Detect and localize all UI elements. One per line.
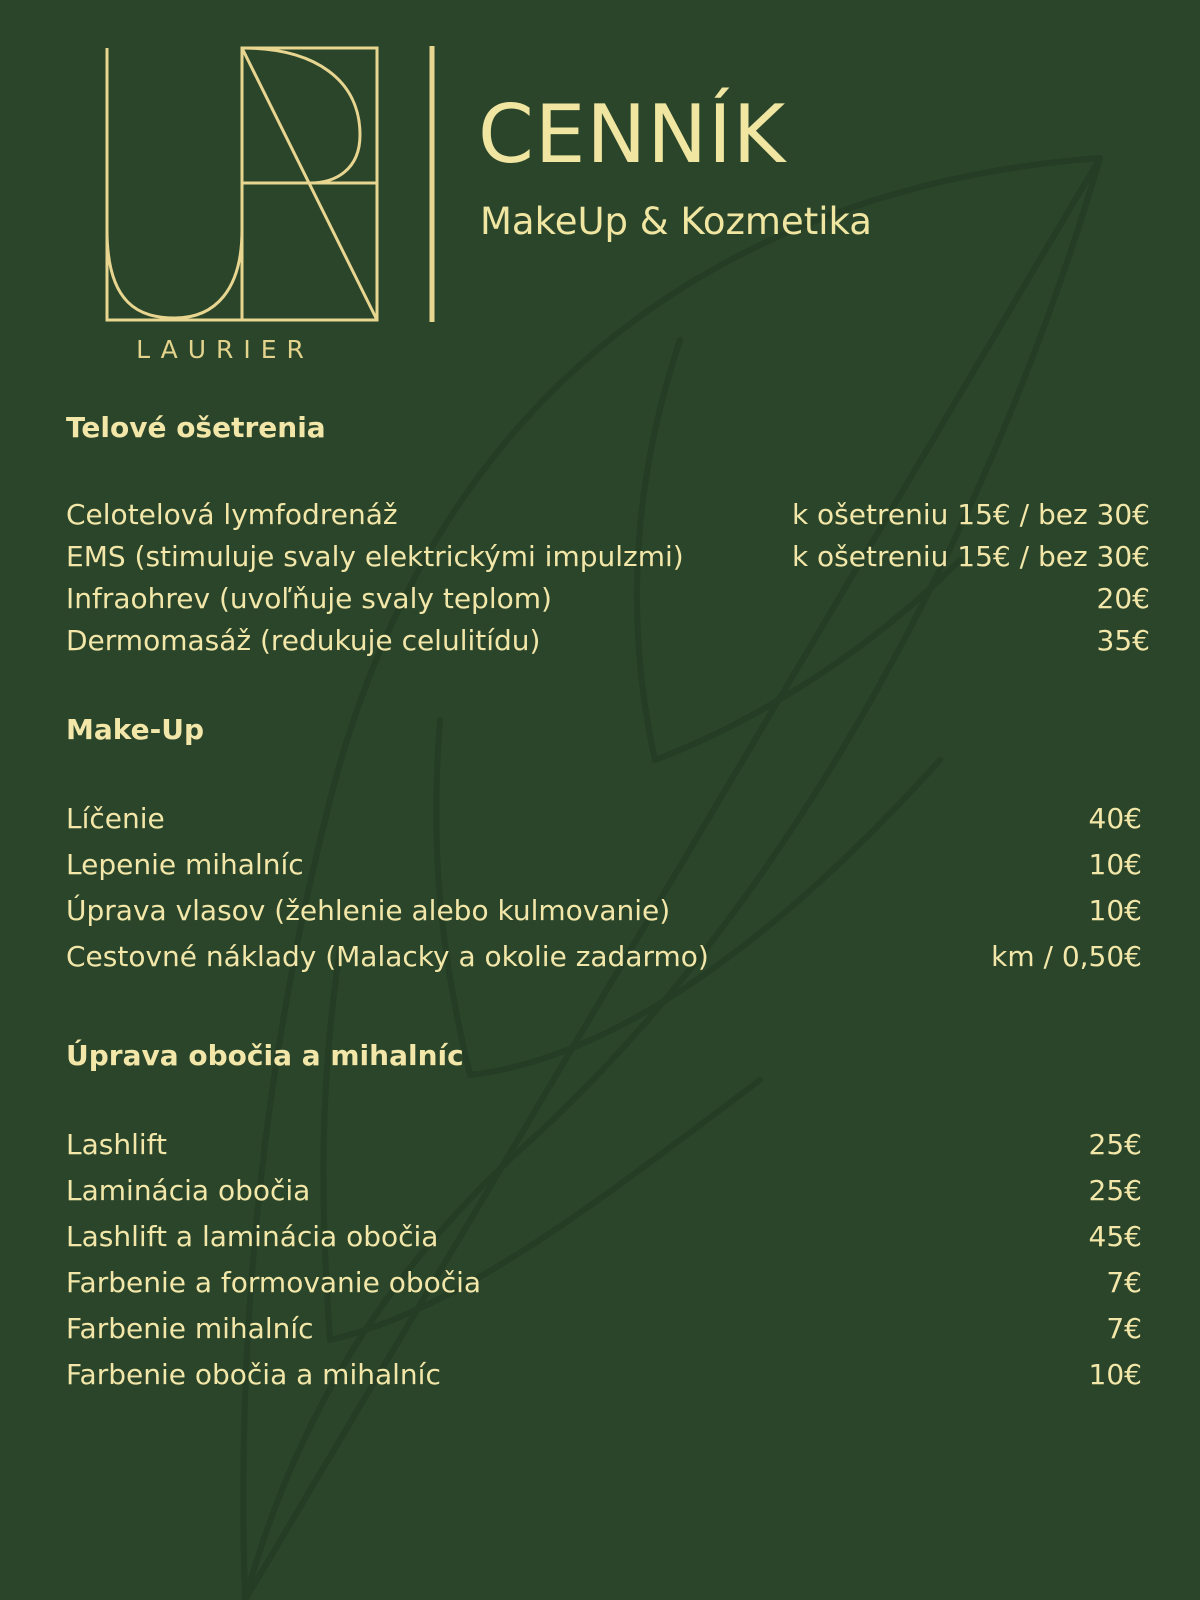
page-subtitle: MakeUp & Kozmetika — [480, 200, 872, 243]
list-item — [66, 1168, 1142, 1214]
item-name: Lashlift — [66, 1128, 167, 1161]
item-price: k ošetreniu 15€ / bez 30€ — [791, 540, 1150, 573]
section-brows-lashes — [66, 1034, 1142, 1398]
item-name: Laminácia obočia — [66, 1174, 311, 1207]
item-name: EMS (stimuluje svaly elektrickými impulzmi) — [66, 540, 684, 573]
ur-monogram-icon — [100, 40, 440, 370]
list-item — [66, 1352, 1142, 1398]
item-name: Farbenie obočia a mihalníc — [66, 1358, 441, 1391]
item-name: Farbenie a formovanie obočia — [66, 1266, 482, 1299]
section-title: Telové ošetrenia — [66, 411, 326, 444]
section-title: Úprava obočia a mihalníc — [66, 1039, 464, 1072]
list-item — [66, 888, 1142, 934]
list-item — [66, 1260, 1142, 1306]
price-list — [66, 494, 1150, 662]
item-price: 25€ — [1088, 1174, 1142, 1207]
list-item — [66, 1306, 1142, 1352]
item-name: Líčenie — [66, 802, 165, 835]
item-price: 25€ — [1088, 1128, 1142, 1161]
item-price: 7€ — [1106, 1312, 1142, 1345]
section-title: Make-Up — [66, 713, 205, 746]
list-item — [66, 796, 1142, 842]
item-price: 10€ — [1088, 1358, 1142, 1391]
item-name: Lepenie mihalníc — [66, 848, 304, 881]
item-name: Infraohrev (uvoľňuje svaly teplom) — [66, 582, 552, 615]
section-body-treatments — [66, 406, 1150, 662]
list-item — [66, 494, 1150, 536]
price-list — [66, 1122, 1142, 1398]
section-makeup — [66, 708, 1142, 980]
item-price: 45€ — [1088, 1220, 1142, 1253]
item-price: 10€ — [1088, 894, 1142, 927]
item-price: 10€ — [1088, 848, 1142, 881]
item-price: 40€ — [1088, 802, 1142, 835]
item-price: 7€ — [1106, 1266, 1142, 1299]
item-price: km / 0,50€ — [991, 940, 1142, 973]
list-item — [66, 842, 1142, 888]
price-list — [66, 796, 1142, 980]
item-price: k ošetreniu 15€ / bez 30€ — [791, 498, 1150, 531]
item-name: Cestovné náklady (Malacky a okolie zadarmo) — [66, 940, 709, 973]
list-item — [66, 536, 1150, 578]
item-price: 35€ — [1096, 624, 1150, 657]
list-item — [66, 1214, 1142, 1260]
item-name: Lashlift a laminácia obočia — [66, 1220, 439, 1253]
page-title: CENNÍK — [478, 88, 787, 181]
list-item — [66, 578, 1150, 620]
list-item — [66, 934, 1142, 980]
brand-name: LAURIER — [136, 335, 314, 364]
list-item — [66, 1122, 1142, 1168]
item-name: Úprava vlasov (žehlenie alebo kulmovanie) — [66, 894, 671, 927]
list-item — [66, 620, 1150, 662]
item-name: Farbenie mihalníc — [66, 1312, 314, 1345]
item-price: 20€ — [1096, 582, 1150, 615]
item-name: Dermomasáž (redukuje celulitídu) — [66, 624, 541, 657]
item-name: Celotelová lymfodrenáž — [66, 498, 398, 531]
